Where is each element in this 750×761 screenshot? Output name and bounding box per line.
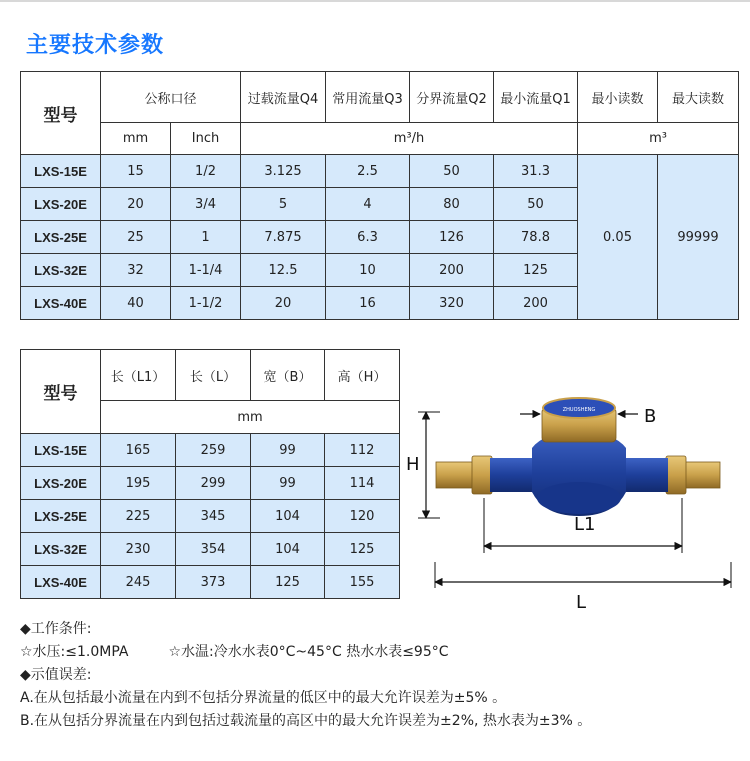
l1-cell: 195	[101, 467, 176, 500]
h-cell: 125	[325, 533, 400, 566]
h-cell: 120	[325, 500, 400, 533]
table-row	[21, 566, 400, 599]
inch-cell: 1-1/2	[171, 287, 241, 320]
model-cell: LXS-25E	[21, 500, 101, 533]
temperature-note: ☆水温:冷水水表0°C~45°C 热水水表≤95°C	[168, 644, 449, 660]
l-header: 长（L）	[176, 350, 251, 401]
table-row	[21, 434, 400, 467]
error-note-b: B.在从包括分界流量在内到包括过载流量的高区中的最大允许误差为±2%, 热水表为±3% 。	[20, 713, 592, 729]
l-cell: 259	[176, 434, 251, 467]
q4-cell: 20	[241, 287, 326, 320]
q2-cell: 80	[410, 188, 494, 221]
table-row	[21, 533, 400, 566]
q2-cell: 320	[410, 287, 494, 320]
b-cell: 104	[251, 533, 325, 566]
q3-cell: 4	[326, 188, 410, 221]
q3-cell: 10	[326, 254, 410, 287]
model-cell: LXS-15E	[21, 434, 101, 467]
l1-cell: 230	[101, 533, 176, 566]
unit-flow: m³/h	[241, 123, 578, 155]
model-cell: LXS-15E	[21, 155, 101, 188]
table-row	[21, 467, 400, 500]
q4-cell: 7.875	[241, 221, 326, 254]
q1-cell: 50	[494, 188, 578, 221]
inch-cell: 1/2	[171, 155, 241, 188]
model-cell: LXS-25E	[21, 221, 101, 254]
q2-cell: 126	[410, 221, 494, 254]
nominal-diameter-header: 公称口径	[101, 72, 241, 123]
error-heading: ◆示值误差:	[20, 667, 92, 683]
inch-cell: 1-1/4	[171, 254, 241, 287]
b-header: 宽（B）	[251, 350, 325, 401]
q3-cell: 2.5	[326, 155, 410, 188]
conditions-line	[20, 641, 591, 664]
error-note-a: A.在从包括最小流量在内到不包括分界流量的低区中的最大允许误差为±5% 。	[20, 690, 507, 706]
model-cell: LXS-20E	[21, 188, 101, 221]
q4-header: 过载流量Q4	[241, 72, 326, 123]
model-cell: LXS-40E	[21, 287, 101, 320]
q4-cell: 3.125	[241, 155, 326, 188]
model-cell: LXS-32E	[21, 533, 101, 566]
h-cell: 155	[325, 566, 400, 599]
q3-header: 常用流量Q3	[326, 72, 410, 123]
unit-mm: mm	[101, 123, 171, 155]
table-row	[21, 155, 739, 188]
q1-cell: 31.3	[494, 155, 578, 188]
mm-cell: 32	[101, 254, 171, 287]
unit-mm: mm	[101, 401, 400, 434]
model-cell: LXS-32E	[21, 254, 101, 287]
dial-logo-text: ZHUOSHENG	[562, 407, 596, 413]
min-reading-value: 0.05	[578, 155, 658, 320]
l-cell: 299	[176, 467, 251, 500]
water-meter-diagram	[404, 388, 750, 618]
b-cell: 99	[251, 434, 325, 467]
l-cell: 373	[176, 566, 251, 599]
l-cell: 345	[176, 500, 251, 533]
b-cell: 125	[251, 566, 325, 599]
q3-cell: 6.3	[326, 221, 410, 254]
l1-cell: 225	[101, 500, 176, 533]
q2-cell: 200	[410, 254, 494, 287]
l-label: L	[576, 592, 587, 613]
mm-cell: 15	[101, 155, 171, 188]
model-header: 型号	[21, 72, 101, 155]
dimension-table	[20, 349, 400, 599]
h-header: 高（H）	[325, 350, 400, 401]
q1-cell: 78.8	[494, 221, 578, 254]
table-row	[21, 500, 400, 533]
q1-header: 最小流量Q1	[494, 72, 578, 123]
mm-cell: 20	[101, 188, 171, 221]
page-title: 主要技术参数	[26, 33, 165, 58]
q2-cell: 50	[410, 155, 494, 188]
max-reading-value: 99999	[658, 155, 739, 320]
q3-cell: 16	[326, 287, 410, 320]
top-divider	[0, 0, 750, 2]
h-cell: 114	[325, 467, 400, 500]
inch-cell: 1	[171, 221, 241, 254]
pressure-note: ☆水压:≤1.0MPA	[20, 644, 129, 660]
h-cell: 112	[325, 434, 400, 467]
notes-section	[20, 618, 591, 733]
model-cell: LXS-20E	[21, 467, 101, 500]
water-meter-image	[436, 398, 720, 516]
l1-label: L1	[574, 514, 596, 535]
l1-cell: 245	[101, 566, 176, 599]
b-cell: 99	[251, 467, 325, 500]
q4-cell: 5	[241, 188, 326, 221]
mm-cell: 25	[101, 221, 171, 254]
inch-cell: 3/4	[171, 188, 241, 221]
flow-spec-table	[20, 71, 739, 320]
l1-header: 长（L1）	[101, 350, 176, 401]
work-conditions-heading: ◆工作条件:	[20, 621, 92, 637]
h-label: H	[406, 454, 420, 475]
mm-cell: 40	[101, 287, 171, 320]
b-cell: 104	[251, 500, 325, 533]
unit-volume: m³	[578, 123, 739, 155]
model-header: 型号	[21, 350, 101, 434]
max-reading-header: 最大读数	[658, 72, 739, 123]
q2-header: 分界流量Q2	[410, 72, 494, 123]
q4-cell: 12.5	[241, 254, 326, 287]
l1-cell: 165	[101, 434, 176, 467]
l-cell: 354	[176, 533, 251, 566]
model-cell: LXS-40E	[21, 566, 101, 599]
min-reading-header: 最小读数	[578, 72, 658, 123]
q1-cell: 125	[494, 254, 578, 287]
q1-cell: 200	[494, 287, 578, 320]
unit-inch: Inch	[171, 123, 241, 155]
b-label: B	[644, 406, 657, 427]
